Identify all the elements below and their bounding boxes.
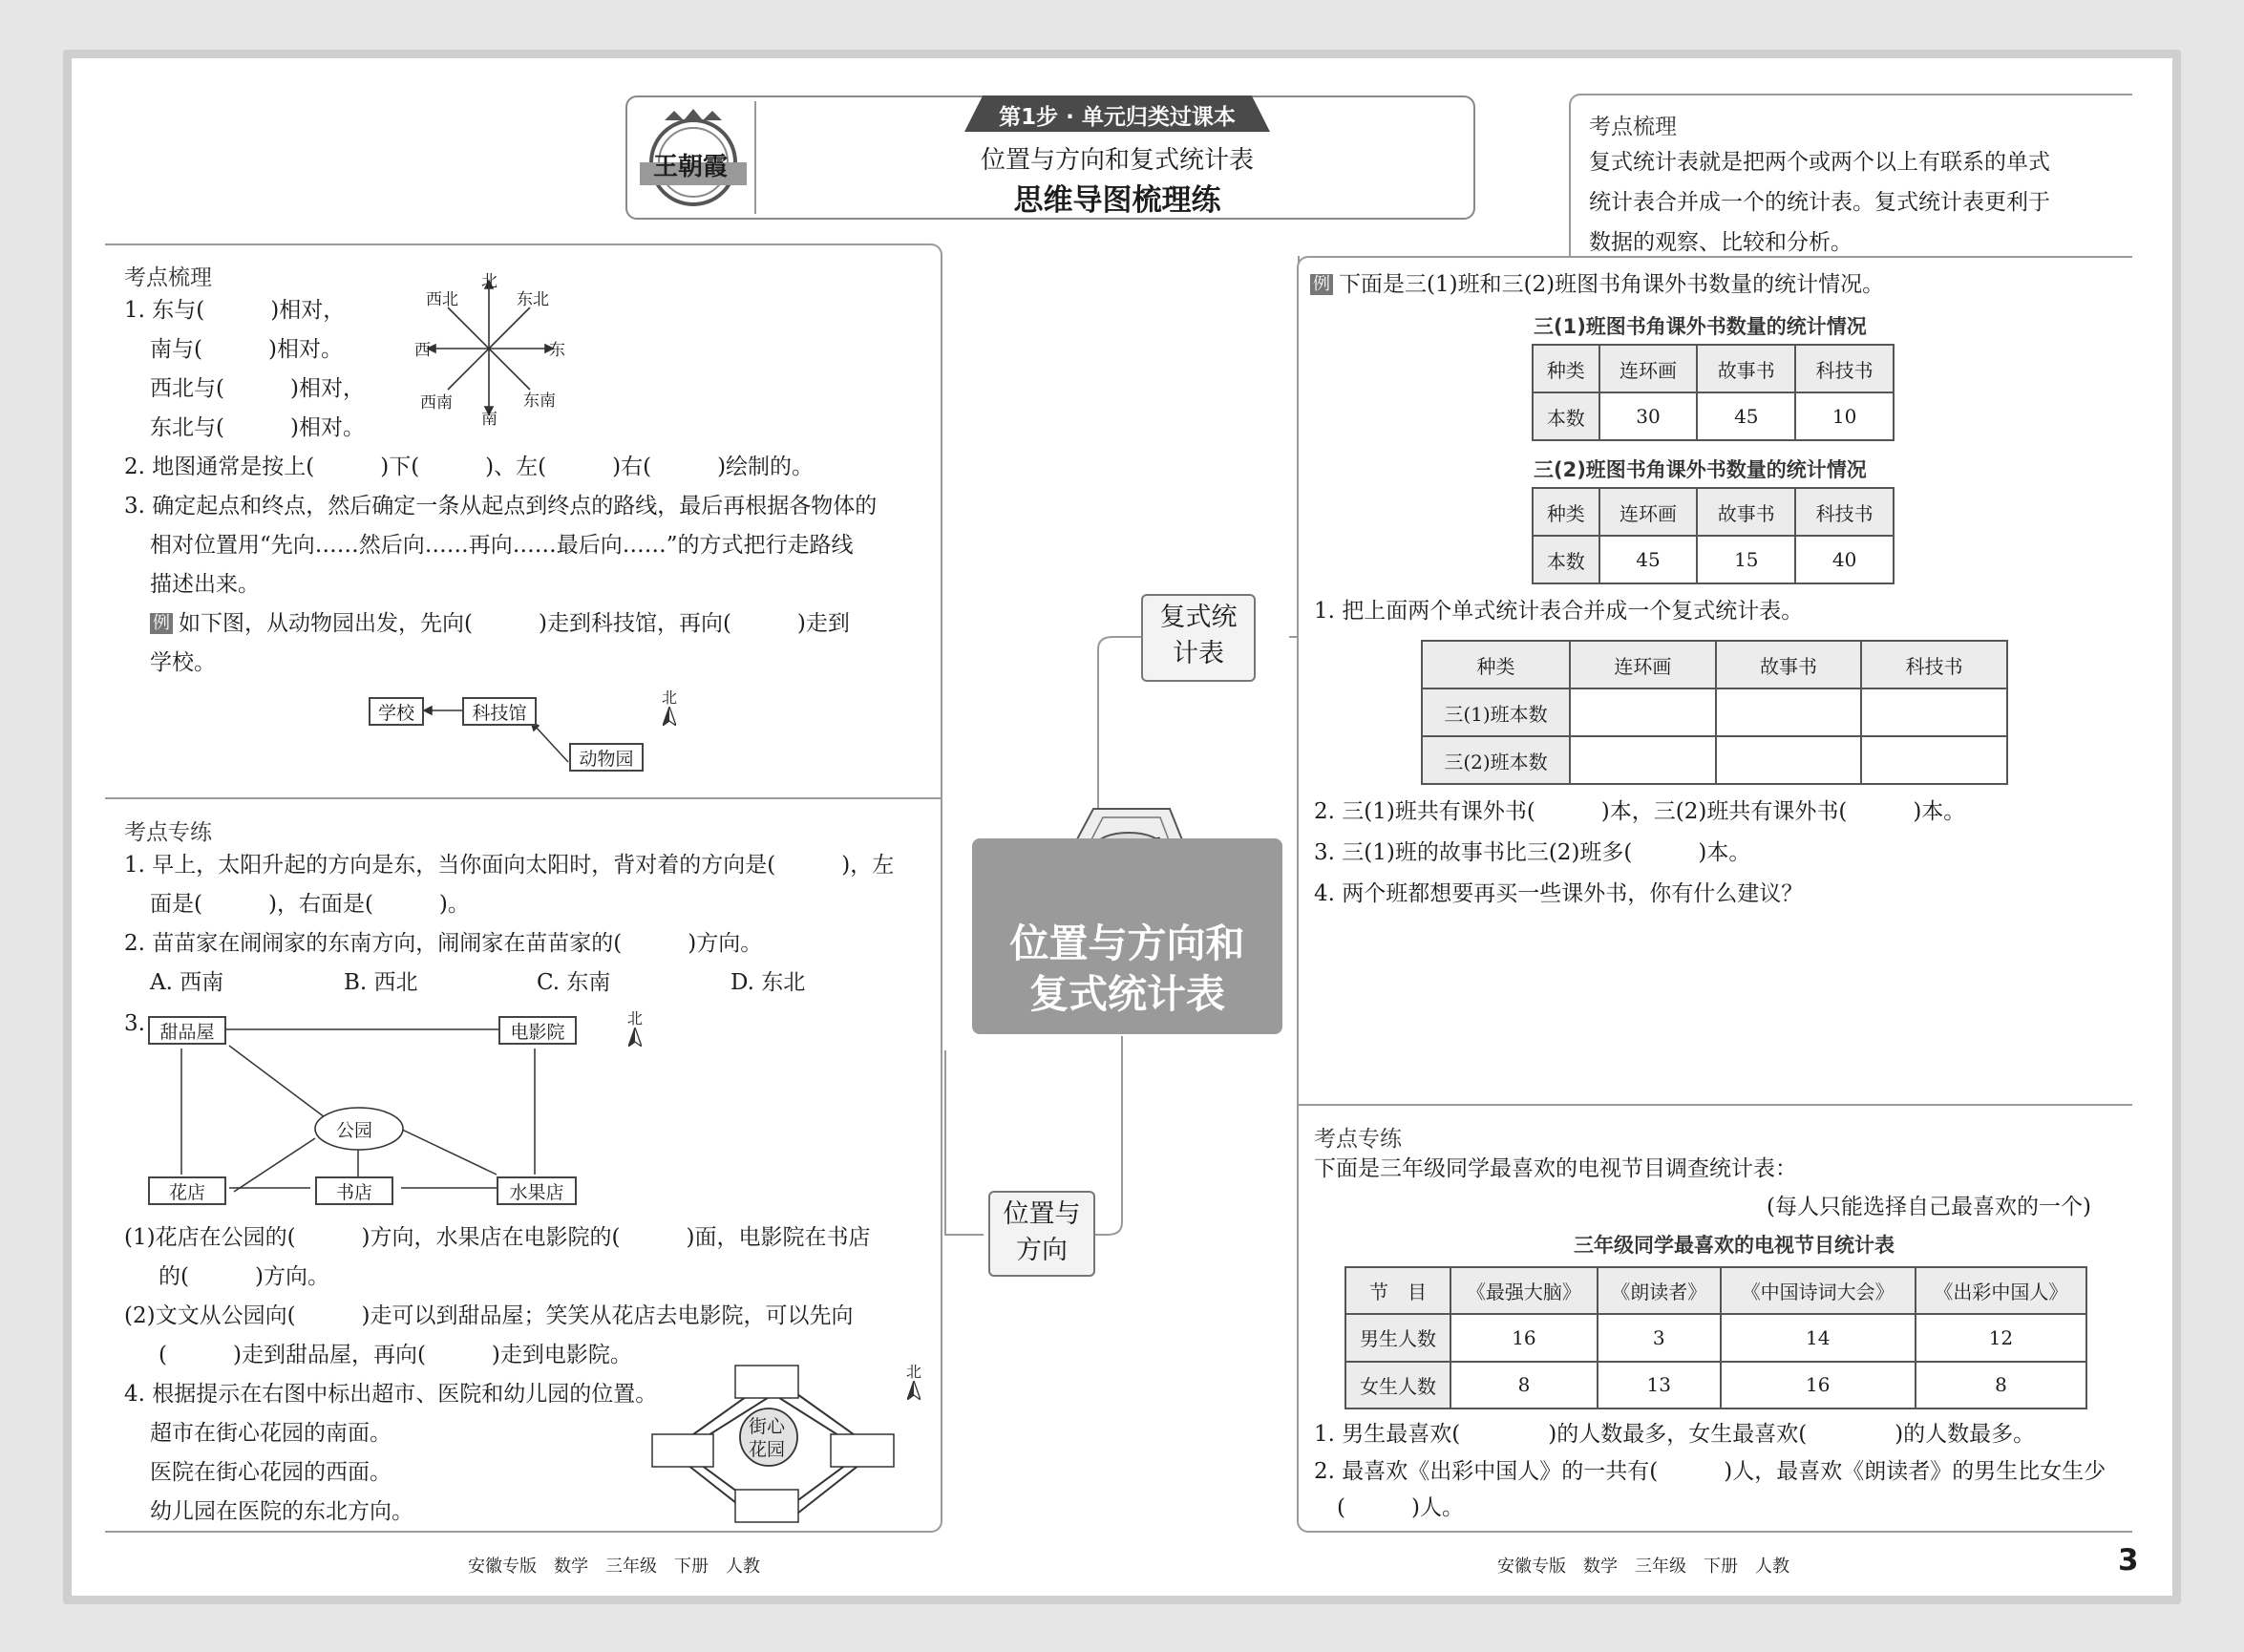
text-line: 2. 地图通常是按上( )下( )、左( )右( )绘制的。 — [124, 455, 815, 479]
map-school: 学校 — [369, 697, 424, 726]
map-fruit: 水果店 — [497, 1176, 577, 1205]
section-title: 考点梳理 — [1589, 115, 1677, 139]
cell: 三(1)班本数 — [1422, 688, 1570, 736]
option-c: C. 东南 — [537, 970, 611, 995]
text-line: 1. 东与( )相对， — [124, 298, 346, 323]
cell: 13 — [1598, 1362, 1721, 1408]
compass-sw: 西南 — [420, 393, 453, 413]
hint-line: 超市在街心花园的南面。 — [150, 1421, 392, 1446]
answer-cell[interactable] — [1570, 736, 1716, 784]
header-title: 思维导图梳理练 — [1013, 183, 1221, 218]
cell: 10 — [1795, 392, 1894, 440]
map-dessert: 甜品屋 — [148, 1016, 226, 1045]
question-1: 1. 把上面两个单式统计表合并成一个复式统计表。 — [1314, 599, 1804, 624]
table1-caption: 三(1)班图书角课外书数量的统计情况 — [1534, 315, 1867, 338]
north-label: 北 — [905, 1363, 921, 1381]
center-title-1: 位置与方向和 — [1009, 921, 1245, 966]
question-1b: 面是( )，右面是( )。 — [150, 892, 470, 917]
branch-position — [988, 1191, 1095, 1277]
section-title: 考点专练 — [124, 820, 212, 845]
cell: 故事书 — [1697, 345, 1795, 392]
question-2: 2. 苗苗家在闹闹家的东南方向，闹闹家在苗苗家的( )方向。 — [124, 931, 763, 956]
north-label: 北 — [661, 688, 677, 707]
cell: 12 — [1916, 1314, 2086, 1361]
question-3-1b: 的( )方向。 — [159, 1264, 329, 1289]
step-label: 第1步 · 单元归类过课本 — [999, 105, 1236, 130]
footer-right: 安徽专版 数学 三年级 下册 人教 — [1497, 1557, 1789, 1577]
cell: 8 — [1916, 1362, 2086, 1408]
section-title: 考点梳理 — [124, 265, 212, 290]
cell: 14 — [1721, 1314, 1916, 1361]
branch-label: 计表 — [1173, 639, 1224, 668]
north-arrow-icon — [663, 707, 676, 726]
header-subtitle: 位置与方向和复式统计表 — [980, 146, 1254, 175]
text-line: 学校。 — [150, 650, 216, 675]
cell: 科技书 — [1861, 641, 2007, 688]
question-2b: ( )人。 — [1337, 1495, 1464, 1520]
text-line: 相对位置用“先向……然后向……再向……最后向……”的方式把行走路线 — [150, 533, 854, 558]
intro-text: 下面是三年级同学最喜欢的电视节目调查统计表： — [1314, 1156, 1797, 1181]
compass-ne: 东北 — [517, 290, 549, 309]
option-b: B. 西北 — [344, 970, 418, 995]
text-line: 复式统计表就是把两个或两个以上有联系的单式 — [1589, 150, 2050, 175]
text-line: 南与( )相对。 — [150, 337, 343, 362]
garden-label: 街心花园 — [748, 1416, 785, 1460]
example-badge: 例 — [150, 613, 173, 634]
cell: 科技书 — [1795, 488, 1894, 536]
answer-cell[interactable] — [1861, 736, 2007, 784]
hint-line: 幼儿园在医院的东北方向。 — [150, 1499, 413, 1524]
cell: 连环画 — [1599, 488, 1698, 536]
answer-cell[interactable] — [1861, 688, 2007, 736]
text-line: 描述出来。 — [150, 572, 260, 597]
table2-caption: 三(2)班图书角课外书数量的统计情况 — [1534, 458, 1867, 481]
north-arrow-icon — [907, 1381, 921, 1400]
map-cinema: 电影院 — [498, 1016, 577, 1045]
cell: 16 — [1450, 1314, 1598, 1361]
branch-label: 复式统 — [1159, 603, 1238, 632]
cell: 40 — [1795, 536, 1894, 583]
cell: 故事书 — [1716, 641, 1862, 688]
cell: 本数 — [1533, 392, 1599, 440]
north-arrow-icon — [628, 1027, 642, 1047]
branch-label: 方向 — [1016, 1236, 1068, 1265]
cell: 8 — [1450, 1362, 1598, 1408]
example-line — [1310, 271, 1884, 298]
cell: 3 — [1598, 1314, 1721, 1361]
center-title-2: 复式统计表 — [1029, 971, 1225, 1017]
compass-nw: 西北 — [426, 290, 458, 309]
branch-label: 位置与 — [1003, 1199, 1081, 1229]
compass-e: 东 — [549, 341, 565, 360]
page-number: 3 — [2118, 1543, 2139, 1578]
branch-stats — [1141, 594, 1256, 682]
text-line: 数据的观察、比较和分析。 — [1589, 230, 1852, 255]
north-marker — [901, 1364, 926, 1400]
cell: 连环画 — [1570, 641, 1716, 688]
answer-cell[interactable] — [1570, 688, 1716, 736]
table1 — [1532, 344, 1895, 441]
map-flower: 花店 — [148, 1176, 226, 1205]
footer-left: 安徽专版 数学 三年级 下册 人教 — [468, 1557, 760, 1577]
text-line: 东北与( )相对。 — [150, 415, 365, 440]
hint-line: 医院在街心花园的西面。 — [150, 1460, 392, 1485]
question-2: 2. 三(1)班共有课外书( )本，三(2)班共有课外书( )本。 — [1314, 799, 1966, 824]
north-marker — [657, 689, 682, 726]
map-museum: 科技馆 — [462, 697, 537, 726]
cell: 16 — [1721, 1362, 1916, 1408]
logo-text: 王朝霞 — [653, 153, 729, 181]
question-4: 4. 根据提示在右图中标出超市、医院和幼儿园的位置。 — [124, 1382, 658, 1407]
north-label: 北 — [626, 1009, 643, 1027]
cell: 种类 — [1422, 641, 1570, 688]
compass-s: 南 — [481, 410, 497, 429]
cell: 《中国诗词大会》 — [1721, 1267, 1916, 1314]
option-a: A. 西南 — [150, 970, 224, 995]
cell: 男生人数 — [1345, 1314, 1450, 1361]
text-line: 统计表合并成一个的统计表。复式统计表更利于 — [1589, 190, 2050, 215]
table3 — [1421, 640, 2008, 785]
text-line: 西北与( )相对， — [150, 376, 365, 401]
question-4: 4. 两个班都想要再买一些课外书，你有什么建议？ — [1314, 881, 1804, 906]
table-caption: 三年级同学最喜欢的电视节目统计表 — [1574, 1234, 1895, 1257]
compass-n: 北 — [481, 272, 497, 291]
example-line — [150, 610, 850, 637]
cell: 本数 — [1533, 536, 1599, 583]
answer-cell[interactable] — [1716, 688, 1862, 736]
cell: 三(2)班本数 — [1422, 736, 1570, 784]
option-d: D. 东北 — [730, 970, 806, 995]
question-2a: 2. 最喜欢《出彩中国人》的一共有( )人，最喜欢《朗读者》的男生比女生少 — [1314, 1459, 2106, 1484]
cell: 女生人数 — [1345, 1362, 1450, 1408]
map-book: 书店 — [315, 1176, 393, 1205]
cell: 45 — [1697, 392, 1795, 440]
map-park: 公园 — [336, 1120, 373, 1141]
cell: 30 — [1599, 392, 1698, 440]
map-zoo: 动物园 — [569, 743, 644, 772]
cell: 故事书 — [1697, 488, 1795, 536]
question-1: 1. 男生最喜欢( )的人数最多，女生最喜欢( )的人数最多。 — [1314, 1422, 2036, 1447]
question-3-1a: (1)花店在公园的( )方向，水果店在电影院的( )面，电影院在书店 — [124, 1225, 871, 1250]
compass-se: 东南 — [523, 392, 556, 411]
question-3-number: 3. — [124, 1011, 145, 1036]
answer-cell[interactable] — [1716, 736, 1862, 784]
cell: 15 — [1697, 536, 1795, 583]
section-title: 考点专练 — [1314, 1127, 1402, 1152]
question-3-2b: ( )走到甜品屋，再向( )走到电影院。 — [159, 1343, 632, 1367]
north-marker — [623, 1010, 647, 1047]
question-3: 3. 三(1)班的故事书比三(2)班多( )本。 — [1314, 840, 1751, 865]
tv-table — [1344, 1266, 2087, 1409]
text-line: 3. 确定起点和终点，然后确定一条从起点到终点的路线，最后再根据各物体的 — [124, 494, 878, 519]
cell: 种类 — [1533, 345, 1599, 392]
cell: 种类 — [1533, 488, 1599, 536]
cell: 45 — [1599, 536, 1698, 583]
compass-w: 西 — [414, 341, 431, 360]
text-line: 如下图，从动物园出发，先向( )走到科技馆，再向( )走到 — [179, 611, 850, 636]
question-1a: 1. 早上，太阳升起的方向是东，当你面向太阳时，背对着的方向是( )，左 — [124, 853, 895, 878]
cell: 节 目 — [1345, 1267, 1450, 1314]
table2 — [1532, 487, 1895, 584]
note-text: (每人只能选择自己最喜欢的一个) — [1767, 1195, 2091, 1219]
question-3-2a: (2)文文从公园向( )走可以到甜品屋；笑笑从花店去电影院，可以先向 — [124, 1303, 854, 1328]
cell: 《出彩中国人》 — [1916, 1267, 2086, 1314]
cell: 连环画 — [1599, 345, 1698, 392]
example-text: 下面是三(1)班和三(2)班图书角课外书数量的统计情况。 — [1339, 272, 1885, 297]
cell: 《最强大脑》 — [1450, 1267, 1598, 1314]
cell: 科技书 — [1795, 345, 1894, 392]
example-badge: 例 — [1310, 274, 1333, 295]
cell: 《朗读者》 — [1598, 1267, 1721, 1314]
logo — [632, 101, 756, 214]
